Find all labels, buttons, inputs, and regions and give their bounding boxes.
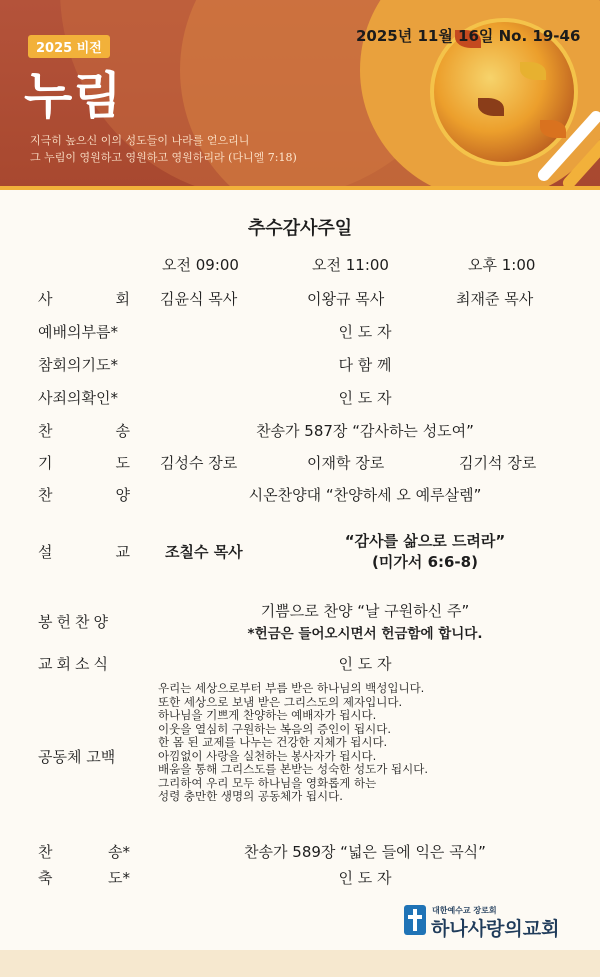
repentance-label: 참회의기도* — [38, 356, 118, 374]
label-char: 찬 — [38, 486, 53, 504]
news-value: 인 도 자 — [338, 655, 392, 673]
presider-2: 이왕규 목사 — [307, 290, 385, 308]
forgiveness-value: 인 도 자 — [338, 389, 392, 407]
label-char: 회 — [115, 290, 130, 308]
closing-hymn-label — [38, 841, 130, 862]
label-char: 사 — [38, 290, 53, 308]
confession-line: 성령 충만한 생명의 공동체가 됩시다. — [158, 789, 343, 803]
verse — [30, 132, 297, 166]
confession-line: 이웃을 열심히 구원하는 복음의 증인이 됩시다. — [158, 721, 392, 736]
choir-value: 시온찬양대 “찬양하세 오 예루살렘” — [248, 486, 482, 504]
label-char: 기 — [38, 454, 53, 472]
church-name: 하나사랑의교회 — [431, 918, 560, 940]
presider-1: 김윤식 목사 — [160, 290, 238, 308]
confession-line: 한 몸 된 교제를 나누는 건강한 지체가 됩시다. — [158, 735, 388, 749]
confession-line: 우리는 세상으로부터 부름 받은 하나님의 백성입니다. — [158, 681, 425, 695]
vision-badge: 2025 비전 — [28, 35, 110, 58]
brand-title: 누림 — [24, 67, 123, 125]
footer-bar — [0, 950, 600, 977]
news-label: 교회소식 — [38, 655, 112, 673]
label-char: 교 — [115, 543, 130, 561]
issue-date: 2025년 11월 16일 No. 19-46 — [356, 27, 581, 45]
label-char: 도 — [115, 454, 130, 472]
label-char: 양 — [115, 486, 130, 504]
presider-3: 최재준 목사 — [456, 290, 534, 308]
hymn-value: 찬송가 587장 “감사하는 성도여” — [256, 422, 474, 440]
denomination-name: 대한예수교 장로회 — [432, 906, 497, 915]
label-char: 찬 — [38, 422, 53, 440]
confession-text — [158, 682, 428, 804]
confession-label: 공동체 고백 — [38, 748, 116, 766]
hymn-label — [38, 420, 130, 441]
sermon-label — [38, 541, 130, 562]
prayer-2: 이재학 장로 — [307, 454, 385, 472]
header-stripe — [0, 186, 600, 190]
label-char: 송* — [108, 843, 130, 861]
sermon-reference: (미가서 6:6-8) — [372, 553, 478, 571]
verse-line: 그 누림이 영원하고 영원하고 영원하리라 (다니엘 7:18) — [30, 151, 297, 164]
confession-line: 아낌없이 사랑을 실천하는 봉사자가 됩시다. — [158, 748, 377, 763]
time-2: 오전 11:00 — [312, 256, 389, 274]
offering-value: 기쁨으로 찬양 “날 구원하신 주” — [260, 602, 470, 620]
cross-icon — [404, 905, 426, 935]
time-1: 오전 09:00 — [162, 256, 239, 274]
sermon-title: “감사를 삶으로 드려라” — [344, 532, 506, 550]
call-label: 예배의부름* — [38, 323, 118, 341]
label-char: 송 — [115, 422, 130, 440]
label-char: 축 — [38, 869, 53, 887]
prayer-1: 김성수 장로 — [160, 454, 238, 472]
verse-line: 지극히 높으신 이의 성도들이 나라를 얻으리니 — [30, 134, 250, 147]
confession-line: 하나님을 기쁘게 찬양하는 예배자가 됩시다. — [158, 708, 377, 722]
header-banner — [0, 0, 600, 190]
prayer-label — [38, 452, 130, 473]
label-char: 도* — [108, 869, 130, 887]
presider-label — [38, 288, 130, 309]
offering-label: 봉헌찬양 — [38, 613, 112, 631]
choir-label — [38, 484, 130, 505]
forgiveness-label: 사죄의확인* — [38, 389, 118, 407]
service-title: 추수감사주일 — [247, 218, 353, 239]
confession-line: 그리하여 우리 모두 하나님을 영화롭게 하는 — [158, 775, 377, 790]
repentance-value: 다 함 께 — [338, 356, 392, 374]
sermon-preacher: 조칠수 목사 — [165, 543, 243, 561]
closing-hymn-value: 찬송가 589장 “넓은 들에 익은 곡식” — [244, 843, 486, 861]
confession-line: 배움을 통해 그리스도를 본받는 성숙한 성도가 됩시다. — [158, 762, 428, 776]
prayer-3: 김기석 장로 — [459, 454, 537, 472]
time-3: 오후 1:00 — [468, 256, 536, 274]
benediction-label — [38, 867, 130, 888]
confession-line: 또한 세상으로 보냄 받은 그리스도의 제자입니다. — [158, 694, 403, 709]
label-char: 찬 — [38, 843, 53, 861]
offering-note: *헌금은 들어오시면서 헌금함에 합니다. — [247, 626, 483, 642]
label-char: 설 — [38, 543, 53, 561]
benediction-value: 인 도 자 — [338, 869, 392, 887]
call-value: 인 도 자 — [338, 323, 392, 341]
